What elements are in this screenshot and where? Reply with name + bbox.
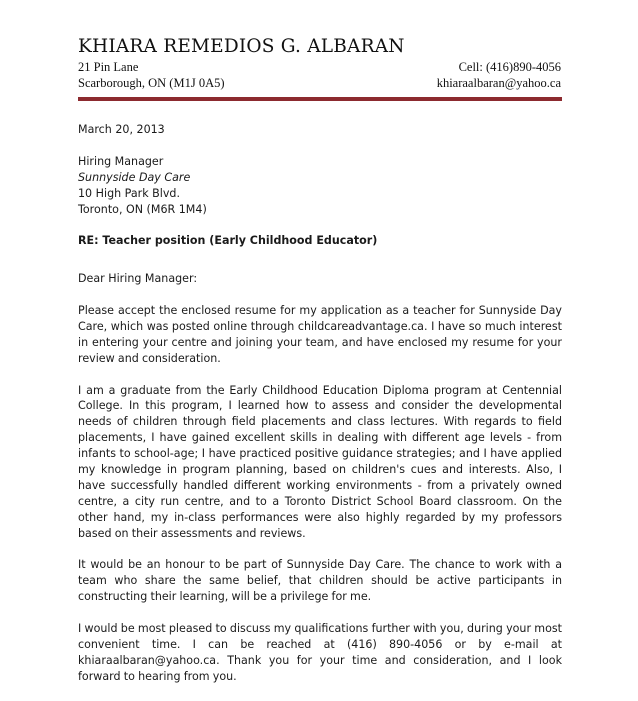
sender-city: Scarborough, ON (M1J 0A5) <box>78 76 225 90</box>
sender-street: 21 Pin Lane <box>78 60 139 74</box>
salutation: Dear Hiring Manager: <box>78 272 198 286</box>
paragraph-closing: I would be most pleased to discuss my qualifications further with you, during your most convenient time. I can be reached at (416) 890-4056 or by e-mail at khiaraalbaran@yahoo.ca. Thank you for your time and consideration, and I look forward to hearing from you. <box>78 622 562 683</box>
sender-address <box>78 60 225 92</box>
sender-name: KHIARA REMEDIOS G. ALBARAN <box>78 36 405 57</box>
recipient-company: Sunnyside Day Care <box>78 170 191 184</box>
paragraph-education: I am a graduate from the Early Childhood Education Diploma program at Centennial College. In this program, I learned how to assess and consider the developmental needs of children through field placements and class lectures. With regards to field placements, I have gained excellent skills in dealing with different age levels - from infants to school-age; I have practiced positive guidance strategies; and I have applied my knowledge in program planning, based on children's cues and interests. Also, I have successfully handled different working environments - from a privately owned centre, a city run centre, and to a Toronto District School Board classroom. On the other hand, my in-class performances were also highly regarded by my professors based on their assessments and reviews. <box>78 383 562 540</box>
recipient-title: Hiring Manager <box>78 154 164 168</box>
letterhead-divider <box>78 97 562 101</box>
sender-email: khiaraalbaran@yahoo.ca <box>436 76 561 90</box>
recipient-street: 10 High Park Blvd. <box>78 186 180 200</box>
paragraph-motivation: It would be an honour to be part of Sunnyside Day Care. The chance to work with a team who share the same belief, that children should be active participants in constructing their learning, will be a privilege for me. <box>78 558 562 604</box>
letter-date: March 20, 2013 <box>78 123 165 136</box>
recipient-address <box>78 154 562 218</box>
letter-body <box>78 122 562 701</box>
recipient-city: Toronto, ON (M6R 1M4) <box>78 202 207 216</box>
sender-contact <box>437 60 561 92</box>
letter-subject: RE: Teacher position (Early Childhood Educator) <box>78 234 378 248</box>
paragraph-intro: Please accept the enclosed resume for my application as a teacher for Sunnyside Day Care, which was posted online through childcareadvantage.ca. I have so much interest in entering your centre and joining your team, and have enclosed my resume for your review and consideration. <box>78 304 562 365</box>
sender-phone: Cell: (416)890-4056 <box>458 60 561 74</box>
